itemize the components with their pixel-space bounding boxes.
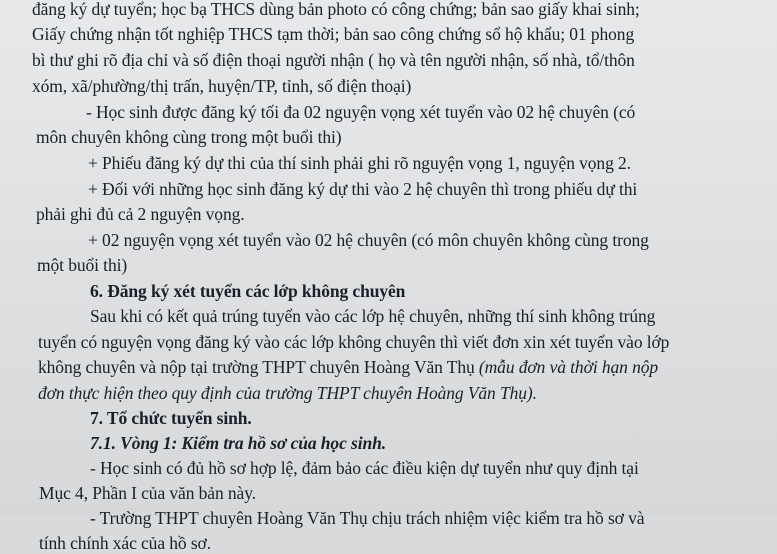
text-line: một buổi thi): [37, 255, 128, 275]
section-heading: 6. Đăng ký xét tuyển các lớp không chuyên: [90, 281, 406, 301]
text-line: tính chính xác của hồ sơ.: [39, 533, 211, 553]
text-line: môn chuyên không cùng trong một buổi thi): [36, 127, 342, 147]
text-line: + 02 nguyện vọng xét tuyển vào 02 hệ chuyên (có môn chuyên không cùng trong: [88, 230, 649, 250]
text-line: xóm, xã/phường/thị trấn, huyện/TP, tỉnh, số điện thoại): [32, 76, 412, 96]
italic-note: (mẫu đơn và thời hạn nộp: [478, 357, 659, 377]
text-line: bì thư ghi rõ địa chỉ và số điện thoại người nhận ( họ và tên người nhận, số nhà, tổ/thôn: [32, 50, 635, 70]
text-line: + Đối với những học sinh đăng ký dự thi vào 2 hệ chuyên thì trong phiếu dự thi: [88, 179, 638, 199]
text-line: + Phiếu đăng ký dự thi của thí sinh phải ghi rõ nguyện vọng 1, nguyện vọng 2.: [88, 153, 631, 173]
subsection-heading: 7.1. Vòng 1: Kiểm tra hồ sơ của học sinh.: [90, 433, 387, 453]
text-line: [38, 356, 658, 378]
text-span: không chuyên và nộp tại trường THPT chuyên Hoàng Văn Thụ: [38, 357, 479, 377]
text-line: - Học sinh được đăng ký tối đa 02 nguyện vọng xét tuyển vào 02 hệ chuyên (có: [86, 102, 636, 122]
italic-note: đơn thực hiện theo quy định của trường THPT chuyên Hoàng Văn Thụ).: [38, 383, 537, 403]
text-line: phải ghi đủ cả 2 nguyện vọng.: [36, 204, 245, 224]
text-line: Mục 4, Phần I của văn bản này.: [39, 483, 256, 503]
text-line: Sau khi có kết quả trúng tuyển vào các lớp hệ chuyên, những thí sinh không trúng: [90, 306, 656, 326]
text-line: - Trường THPT chuyên Hoàng Văn Thụ chịu trách nhiệm việc kiểm tra hồ sơ và: [90, 508, 645, 528]
text-line: Giấy chứng nhận tốt nghiệp THCS tạm thời; bản sao công chứng sổ hộ khẩu; 01 phong: [32, 24, 635, 44]
text-line: đăng ký dự tuyển; học bạ THCS dùng bản photo có công chứng; bản sao giấy khai sinh;: [32, 0, 640, 19]
section-heading: 7. Tổ chức tuyển sinh.: [90, 408, 252, 428]
text-line: tuyển có nguyện vọng đăng ký vào các lớp không chuyên thì viết đơn xin xét tuyển vào lớp: [38, 332, 670, 352]
text-line: - Học sinh có đủ hồ sơ hợp lệ, đảm bảo các điều kiện dự tuyển như quy định tại: [90, 458, 639, 478]
